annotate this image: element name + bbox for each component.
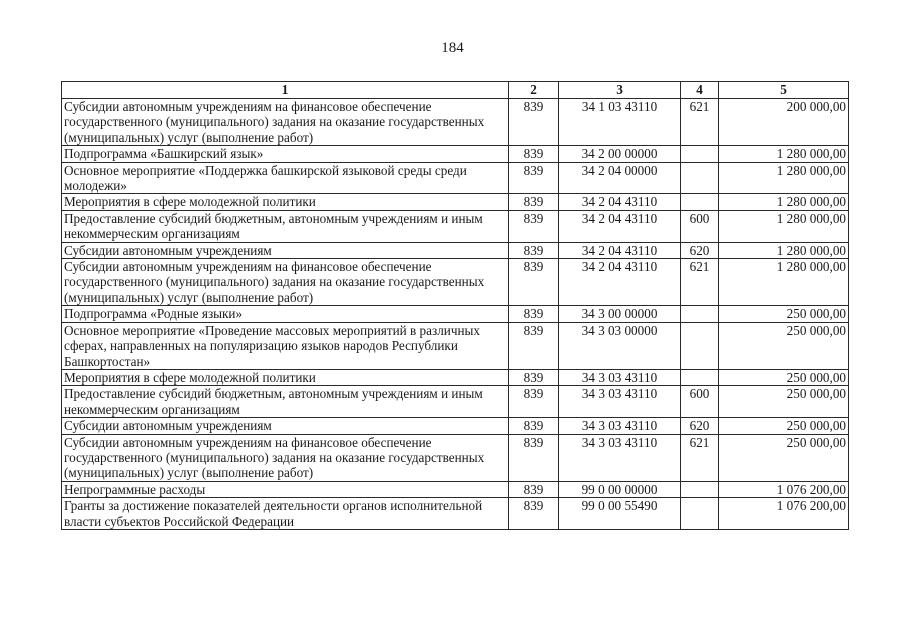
- row-amount: 1 076 200,00: [719, 481, 849, 497]
- row-expense-type: [681, 481, 719, 497]
- table-row: [62, 242, 849, 258]
- table-row: [62, 306, 849, 322]
- row-expense-type: 621: [681, 99, 719, 146]
- row-name: Гранты за достижение показателей деятельности органов исполнительной власти субъектов Российской Федерации: [62, 498, 509, 530]
- row-amount: 1 280 000,00: [719, 259, 849, 306]
- row-expense-type: 600: [681, 210, 719, 242]
- row-target-article: 34 3 00 00000: [559, 306, 681, 322]
- row-target-article: 34 3 03 43110: [559, 418, 681, 434]
- row-ved-code: 839: [509, 259, 559, 306]
- row-amount: 1 280 000,00: [719, 194, 849, 210]
- row-amount: 1 280 000,00: [719, 162, 849, 194]
- row-expense-type: [681, 322, 719, 369]
- row-ved-code: 839: [509, 369, 559, 385]
- row-amount: 250 000,00: [719, 369, 849, 385]
- row-amount: 1 076 200,00: [719, 498, 849, 530]
- row-name: Мероприятия в сфере молодежной политики: [62, 194, 509, 210]
- row-ved-code: 839: [509, 242, 559, 258]
- row-name: Предоставление субсидий бюджетным, автономным учреждениям и иным некоммерческим организациям: [62, 210, 509, 242]
- row-ved-code: 839: [509, 418, 559, 434]
- table-body: [62, 99, 849, 530]
- row-name: Непрограммные расходы: [62, 481, 509, 497]
- row-target-article: 34 3 03 43110: [559, 369, 681, 385]
- row-target-article: 34 2 04 43110: [559, 210, 681, 242]
- table-row: [62, 259, 849, 306]
- table-row: [62, 210, 849, 242]
- row-target-article: 34 3 03 43110: [559, 434, 681, 481]
- row-amount: 250 000,00: [719, 386, 849, 418]
- header-col-1: 1: [62, 82, 509, 99]
- row-ved-code: 839: [509, 434, 559, 481]
- row-name: Предоставление субсидий бюджетным, автономным учреждениям и иным некоммерческим организациям: [62, 386, 509, 418]
- table-row: [62, 99, 849, 146]
- table-row: [62, 322, 849, 369]
- row-expense-type: 621: [681, 434, 719, 481]
- row-ved-code: 839: [509, 498, 559, 530]
- row-amount: 250 000,00: [719, 418, 849, 434]
- row-target-article: 99 0 00 55490: [559, 498, 681, 530]
- table-row: [62, 146, 849, 162]
- row-ved-code: 839: [509, 306, 559, 322]
- table-row: [62, 369, 849, 385]
- row-name: Субсидии автономным учреждениям: [62, 418, 509, 434]
- row-name: Основное мероприятие «Проведение массовых мероприятий в различных сферах, направленных на популяризацию языков народов Республики Башкортостан»: [62, 322, 509, 369]
- row-name: Субсидии автономным учреждениям на финансовое обеспечение государственного (муниципального) задания на оказание государственных (муниципальных) услуг (выполнение работ): [62, 434, 509, 481]
- row-amount: 200 000,00: [719, 99, 849, 146]
- table-row: [62, 194, 849, 210]
- table-row: [62, 418, 849, 434]
- row-name: Мероприятия в сфере молодежной политики: [62, 369, 509, 385]
- row-ved-code: 839: [509, 146, 559, 162]
- row-ved-code: 839: [509, 481, 559, 497]
- row-expense-type: [681, 498, 719, 530]
- row-amount: 250 000,00: [719, 322, 849, 369]
- table-row: [62, 386, 849, 418]
- row-ved-code: 839: [509, 194, 559, 210]
- row-target-article: 34 2 04 43110: [559, 259, 681, 306]
- row-expense-type: 600: [681, 386, 719, 418]
- row-ved-code: 839: [509, 210, 559, 242]
- row-target-article: 34 3 03 43110: [559, 386, 681, 418]
- row-name: Подпрограмма «Родные языки»: [62, 306, 509, 322]
- row-target-article: 34 2 04 43110: [559, 242, 681, 258]
- row-expense-type: 620: [681, 418, 719, 434]
- header-col-2: 2: [509, 82, 559, 99]
- table-header-row: [62, 82, 849, 99]
- row-amount: 250 000,00: [719, 306, 849, 322]
- row-ved-code: 839: [509, 162, 559, 194]
- row-target-article: 34 1 03 43110: [559, 99, 681, 146]
- row-target-article: 99 0 00 00000: [559, 481, 681, 497]
- header-col-5: 5: [719, 82, 849, 99]
- row-ved-code: 839: [509, 386, 559, 418]
- row-amount: 250 000,00: [719, 434, 849, 481]
- header-col-3: 3: [559, 82, 681, 99]
- row-name: Подпрограмма «Башкирский язык»: [62, 146, 509, 162]
- row-name: Субсидии автономным учреждениям на финансовое обеспечение государственного (муниципального) задания на оказание государственных (муниципальных) услуг (выполнение работ): [62, 99, 509, 146]
- row-expense-type: [681, 306, 719, 322]
- row-expense-type: [681, 194, 719, 210]
- row-amount: 1 280 000,00: [719, 242, 849, 258]
- row-name: Основное мероприятие «Поддержка башкирской языковой среды среди молодежи»: [62, 162, 509, 194]
- table-row: [62, 434, 849, 481]
- table-row: [62, 481, 849, 497]
- table-row: [62, 162, 849, 194]
- table-row: [62, 498, 849, 530]
- row-expense-type: [681, 162, 719, 194]
- row-target-article: 34 3 03 00000: [559, 322, 681, 369]
- page-number: 184: [441, 40, 464, 56]
- header-col-4: 4: [681, 82, 719, 99]
- row-name: Субсидии автономным учреждениям: [62, 242, 509, 258]
- row-amount: 1 280 000,00: [719, 210, 849, 242]
- row-target-article: 34 2 04 43110: [559, 194, 681, 210]
- row-ved-code: 839: [509, 322, 559, 369]
- row-expense-type: [681, 369, 719, 385]
- row-name: Субсидии автономным учреждениям на финансовое обеспечение государственного (муниципального) задания на оказание государственных (муниципальных) услуг (выполнение работ): [62, 259, 509, 306]
- budget-table: [61, 81, 849, 530]
- row-target-article: 34 2 00 00000: [559, 146, 681, 162]
- row-ved-code: 839: [509, 99, 559, 146]
- row-expense-type: [681, 146, 719, 162]
- row-target-article: 34 2 04 00000: [559, 162, 681, 194]
- row-amount: 1 280 000,00: [719, 146, 849, 162]
- row-expense-type: 620: [681, 242, 719, 258]
- row-expense-type: 621: [681, 259, 719, 306]
